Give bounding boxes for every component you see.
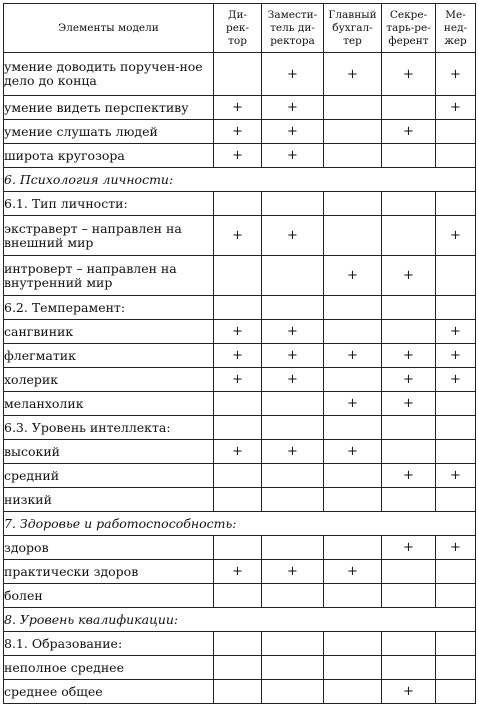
- mark-cell: [382, 192, 436, 216]
- subsection-title: 6.2. Темперамент:: [4, 296, 214, 320]
- mark-cell: +: [324, 256, 382, 296]
- mark-cell: +: [262, 216, 324, 256]
- mark-cell: [262, 392, 324, 416]
- row-label: холерик: [4, 368, 214, 392]
- mark-cell: +: [262, 120, 324, 144]
- header-cell-director: Ди- рек- тор: [214, 4, 262, 53]
- mark-cell: [382, 416, 436, 440]
- mark-cell: +: [382, 256, 436, 296]
- mark-cell: +: [436, 368, 476, 392]
- mark-cell: [214, 464, 262, 488]
- mark-cell: [436, 416, 476, 440]
- mark-cell: [382, 656, 436, 680]
- row-label: практически здоров: [4, 560, 214, 584]
- header-cell-manager: Ме- нед- жер: [436, 4, 476, 53]
- mark-cell: [214, 53, 262, 96]
- mark-cell: [382, 440, 436, 464]
- row-label: здоров: [4, 536, 214, 560]
- mark-cell: [382, 488, 436, 512]
- mark-cell: [214, 680, 262, 704]
- table-row: [4, 464, 476, 488]
- table-row: [4, 488, 476, 512]
- mark-cell: [324, 536, 382, 560]
- mark-cell: [436, 632, 476, 656]
- table-row: [4, 392, 476, 416]
- table-row: [4, 536, 476, 560]
- mark-cell: [324, 416, 382, 440]
- mark-cell: +: [382, 536, 436, 560]
- mark-cell: [324, 656, 382, 680]
- mark-cell: [214, 296, 262, 320]
- table-row: [4, 320, 476, 344]
- mark-cell: +: [262, 320, 324, 344]
- mark-cell: +: [324, 344, 382, 368]
- row-label: флегматик: [4, 344, 214, 368]
- table-row: [4, 680, 476, 704]
- mark-cell: [436, 488, 476, 512]
- mark-cell: +: [436, 216, 476, 256]
- header-row: [4, 4, 476, 53]
- row-label: широта кругозора: [4, 144, 214, 168]
- mark-cell: [324, 320, 382, 344]
- table-row: [4, 53, 476, 96]
- mark-cell: +: [214, 320, 262, 344]
- table-row: [4, 440, 476, 464]
- mark-cell: [436, 560, 476, 584]
- row-label: высокий: [4, 440, 214, 464]
- table-subsection-row: [4, 296, 476, 320]
- mark-cell: [324, 216, 382, 256]
- row-label: среднее общее: [4, 680, 214, 704]
- subsection-title: 8.1. Образование:: [4, 632, 214, 656]
- mark-cell: +: [324, 392, 382, 416]
- mark-cell: +: [436, 96, 476, 120]
- mark-cell: [324, 368, 382, 392]
- mark-cell: +: [382, 368, 436, 392]
- mark-cell: [214, 536, 262, 560]
- model-elements-table: [3, 3, 476, 704]
- mark-cell: +: [214, 144, 262, 168]
- mark-cell: [262, 488, 324, 512]
- mark-cell: [214, 192, 262, 216]
- mark-cell: [324, 488, 382, 512]
- mark-cell: [382, 216, 436, 256]
- mark-cell: [436, 440, 476, 464]
- header-cell-elements: Элементы модели: [4, 4, 214, 53]
- table-row: [4, 120, 476, 144]
- mark-cell: [324, 192, 382, 216]
- mark-cell: +: [262, 344, 324, 368]
- row-label: неполное среднее: [4, 656, 214, 680]
- row-label: умение слушать людей: [4, 120, 214, 144]
- mark-cell: [436, 256, 476, 296]
- row-label: интроверт – направлен на внутренний мир: [4, 256, 214, 296]
- mark-cell: +: [436, 53, 476, 96]
- table-row: [4, 656, 476, 680]
- mark-cell: +: [262, 53, 324, 96]
- mark-cell: [436, 144, 476, 168]
- row-label: болен: [4, 584, 214, 608]
- row-label: меланхолик: [4, 392, 214, 416]
- mark-cell: [214, 392, 262, 416]
- mark-cell: +: [214, 216, 262, 256]
- mark-cell: [262, 656, 324, 680]
- section-title: 7. Здоровье и работоспособность:: [4, 512, 476, 536]
- mark-cell: [382, 632, 436, 656]
- mark-cell: [382, 96, 436, 120]
- mark-cell: +: [214, 368, 262, 392]
- mark-cell: +: [262, 368, 324, 392]
- table-row: [4, 256, 476, 296]
- mark-cell: +: [324, 560, 382, 584]
- mark-cell: +: [214, 120, 262, 144]
- mark-cell: +: [214, 560, 262, 584]
- row-label: сангвиник: [4, 320, 214, 344]
- mark-cell: +: [214, 96, 262, 120]
- mark-cell: [214, 256, 262, 296]
- mark-cell: [262, 296, 324, 320]
- table-row: [4, 560, 476, 584]
- row-label: низкий: [4, 488, 214, 512]
- table-section-row: [4, 512, 476, 536]
- mark-cell: [262, 584, 324, 608]
- mark-cell: +: [382, 464, 436, 488]
- mark-cell: [324, 464, 382, 488]
- mark-cell: +: [436, 464, 476, 488]
- mark-cell: [382, 320, 436, 344]
- mark-cell: +: [262, 144, 324, 168]
- mark-cell: +: [324, 53, 382, 96]
- mark-cell: [324, 296, 382, 320]
- mark-cell: +: [324, 440, 382, 464]
- mark-cell: +: [382, 344, 436, 368]
- row-label: умение видеть перспективу: [4, 96, 214, 120]
- row-label: средний: [4, 464, 214, 488]
- table-body: [4, 53, 476, 704]
- mark-cell: [436, 584, 476, 608]
- mark-cell: [382, 144, 436, 168]
- mark-cell: +: [262, 96, 324, 120]
- mark-cell: +: [382, 53, 436, 96]
- table-section-row: [4, 608, 476, 632]
- mark-cell: [436, 392, 476, 416]
- mark-cell: [262, 464, 324, 488]
- table-row: [4, 144, 476, 168]
- mark-cell: [324, 680, 382, 704]
- table-subsection-row: [4, 416, 476, 440]
- table-section-row: [4, 168, 476, 192]
- mark-cell: [262, 536, 324, 560]
- mark-cell: [262, 192, 324, 216]
- mark-cell: [382, 296, 436, 320]
- mark-cell: [262, 680, 324, 704]
- mark-cell: [436, 656, 476, 680]
- header-cell-deputy-director: Замести- тель ди- ректора: [262, 4, 324, 53]
- mark-cell: [382, 584, 436, 608]
- mark-cell: [436, 120, 476, 144]
- row-label: умение доводить поручен-ное дело до конца: [4, 53, 214, 96]
- mark-cell: [262, 632, 324, 656]
- mark-cell: [262, 416, 324, 440]
- mark-cell: +: [214, 440, 262, 464]
- mark-cell: [214, 656, 262, 680]
- header-cell-chief-accountant: Главный бухгал- тер: [324, 4, 382, 53]
- section-title: 8. Уровень квалификации:: [4, 608, 476, 632]
- header-cell-secretary: Секре- тарь-ре- ферент: [382, 4, 436, 53]
- table-row: [4, 96, 476, 120]
- section-title: 6. Психология личности:: [4, 168, 476, 192]
- mark-cell: [436, 296, 476, 320]
- mark-cell: +: [382, 680, 436, 704]
- mark-cell: [324, 96, 382, 120]
- mark-cell: [436, 680, 476, 704]
- mark-cell: [214, 488, 262, 512]
- mark-cell: [436, 192, 476, 216]
- mark-cell: [382, 560, 436, 584]
- table-row: [4, 216, 476, 256]
- mark-cell: [214, 416, 262, 440]
- mark-cell: +: [214, 344, 262, 368]
- mark-cell: +: [382, 392, 436, 416]
- mark-cell: [214, 584, 262, 608]
- mark-cell: [214, 632, 262, 656]
- mark-cell: +: [262, 440, 324, 464]
- table-subsection-row: [4, 192, 476, 216]
- table-row: [4, 584, 476, 608]
- mark-cell: +: [436, 536, 476, 560]
- mark-cell: +: [262, 560, 324, 584]
- subsection-title: 6.3. Уровень интеллекта:: [4, 416, 214, 440]
- mark-cell: +: [382, 120, 436, 144]
- mark-cell: [262, 256, 324, 296]
- row-label: экстраверт – направлен на внешний мир: [4, 216, 214, 256]
- subsection-title: 6.1. Тип личности:: [4, 192, 214, 216]
- mark-cell: [324, 144, 382, 168]
- mark-cell: +: [436, 344, 476, 368]
- table-row: [4, 344, 476, 368]
- mark-cell: [324, 632, 382, 656]
- mark-cell: [324, 120, 382, 144]
- mark-cell: [324, 584, 382, 608]
- mark-cell: +: [436, 320, 476, 344]
- table-row: [4, 368, 476, 392]
- table-subsection-row: [4, 632, 476, 656]
